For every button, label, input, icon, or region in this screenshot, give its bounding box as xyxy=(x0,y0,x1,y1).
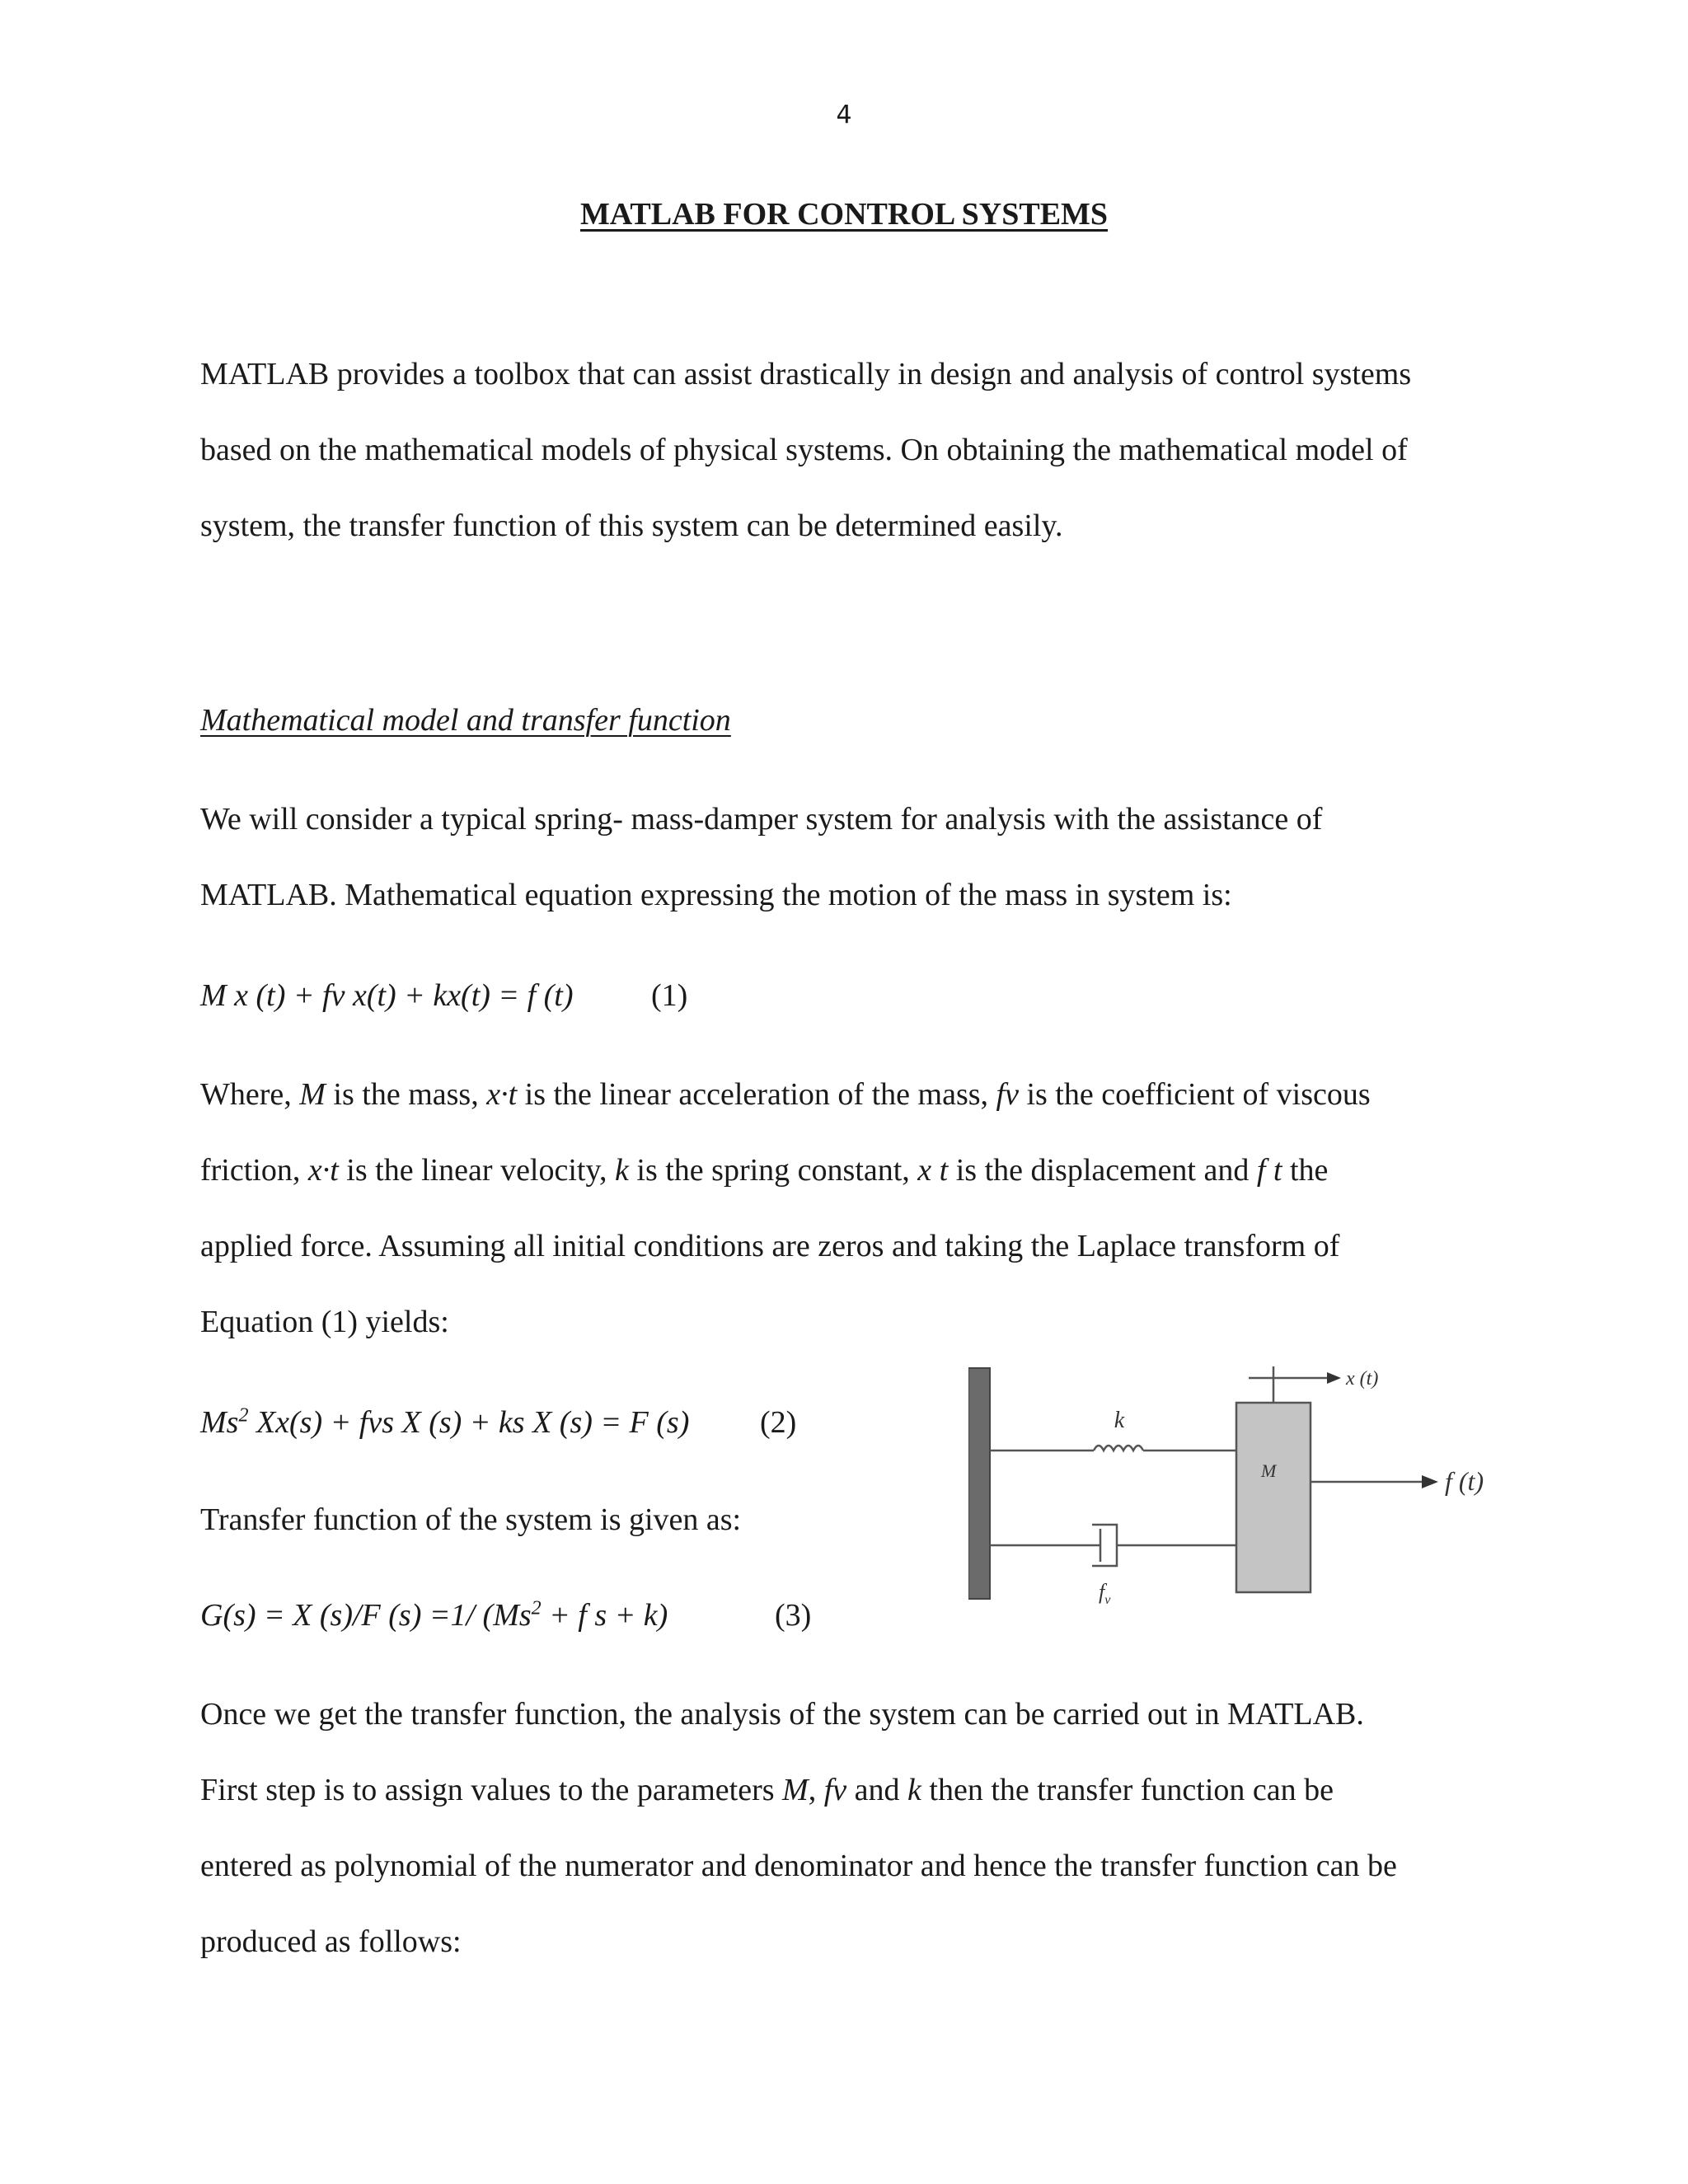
intro-line-2: based on the mathematical models of physical systems. On obtaining the mathematical model of xyxy=(200,433,1408,467)
para2-l2-b: , xyxy=(808,1773,824,1807)
force-label: f (t) xyxy=(1445,1466,1484,1496)
mass-label: M xyxy=(1261,1460,1277,1481)
symbol-M-2: M xyxy=(782,1773,809,1807)
displacement-arrow-head xyxy=(1327,1372,1341,1384)
para2-line-1: Once we get the transfer function, the analysis of the system can be carried out in MATLAB. xyxy=(200,1697,1364,1732)
force-arrow-head xyxy=(1422,1475,1438,1488)
where-l2-e: the xyxy=(1282,1153,1329,1188)
where-line-1 xyxy=(200,1075,1371,1114)
symbol-M: M xyxy=(299,1077,326,1112)
intro-line-3: system, the transfer function of this system can be determined easily. xyxy=(200,509,1063,543)
where-line-4: Equation (1) yields: xyxy=(200,1305,449,1339)
equation-3-part-b: + f s + k) xyxy=(541,1598,668,1633)
where-l2-b: is the linear velocity, xyxy=(338,1153,616,1188)
where-line-3: applied force. Assuming all initial conditions are zeros and taking the Laplace transform of xyxy=(200,1229,1340,1263)
equation-1: M x (t) + fv x(t) + kx(t) = f (t) xyxy=(200,978,574,1013)
spring-label: k xyxy=(1114,1408,1125,1433)
where-l2-a: friction, xyxy=(200,1153,308,1188)
where-l1-d: is the coefficient of viscous xyxy=(1018,1077,1371,1112)
equation-2-part-b: Xx(s) + fvs X (s) + ks X (s) = F (s) xyxy=(248,1405,690,1440)
where-l2-d: is the displacement and xyxy=(948,1153,1257,1188)
where-l2-c: is the spring constant, xyxy=(628,1153,918,1188)
spring-mass-damper-diagram xyxy=(968,1360,1496,1632)
page-number: 4 xyxy=(836,101,852,129)
equation-3-part-a: G(s) = X (s)/F (s) =1/ (Ms xyxy=(200,1598,532,1633)
where-l1-c: is the linear acceleration of the mass, xyxy=(517,1077,996,1112)
symbol-fv-2: fv xyxy=(823,1773,847,1807)
damper-label: $f_v$ xyxy=(1099,1580,1111,1607)
symbol-fv: fv xyxy=(996,1077,1019,1112)
equation-2-part-a: Ms xyxy=(200,1405,239,1440)
page-title xyxy=(0,196,1688,232)
symbol-k-2: k xyxy=(907,1773,921,1807)
equation-2-sup: 2 xyxy=(238,1404,249,1427)
symbol-velocity: x·t xyxy=(307,1153,339,1188)
spring-coil xyxy=(1094,1446,1143,1451)
symbol-force: f t xyxy=(1256,1153,1282,1188)
equation-1-number: (1) xyxy=(651,978,688,1013)
equation-2 xyxy=(200,1404,689,1441)
para2-l2-d: then the transfer function can be xyxy=(921,1773,1334,1807)
where-line-2 xyxy=(200,1151,1328,1190)
para2-l2-c: and xyxy=(846,1773,908,1807)
para1-line-1: We will consider a typical spring- mass-damper system for analysis with the assistance of xyxy=(200,802,1323,837)
symbol-k: k xyxy=(615,1153,629,1188)
para2-line-4: produced as follows: xyxy=(200,1924,462,1959)
equation-3 xyxy=(200,1597,668,1633)
intro-line-1: MATLAB provides a toolbox that can assist drastically in design and analysis of control systems xyxy=(200,357,1412,391)
mass-block xyxy=(1236,1403,1311,1592)
symbol-displacement: x t xyxy=(917,1153,949,1188)
para1-line-2: MATLAB. Mathematical equation expressing the motion of the mass in system is: xyxy=(200,878,1232,912)
where-l1-a: Where, xyxy=(200,1077,300,1112)
equation-2-number: (2) xyxy=(760,1405,797,1440)
para2-line-3: entered as polynomial of the numerator and denominator and hence the transfer function can be xyxy=(200,1849,1397,1883)
displacement-label: x (t) xyxy=(1346,1368,1379,1390)
transfer-function-intro: Transfer function of the system is given as: xyxy=(200,1502,742,1537)
page-title-text: MATLAB FOR CONTROL SYSTEMS xyxy=(579,197,1109,232)
where-l1-b: is the mass, xyxy=(325,1077,487,1112)
section-heading: Mathematical model and transfer function xyxy=(200,703,731,738)
para2-l2-a: First step is to assign values to the parameters xyxy=(200,1773,783,1807)
equation-3-sup: 2 xyxy=(531,1597,542,1619)
wall xyxy=(968,1368,990,1599)
para2-line-2 xyxy=(200,1770,1334,1810)
equation-3-number: (3) xyxy=(775,1598,812,1633)
symbol-acceleration: x·t xyxy=(486,1077,518,1112)
